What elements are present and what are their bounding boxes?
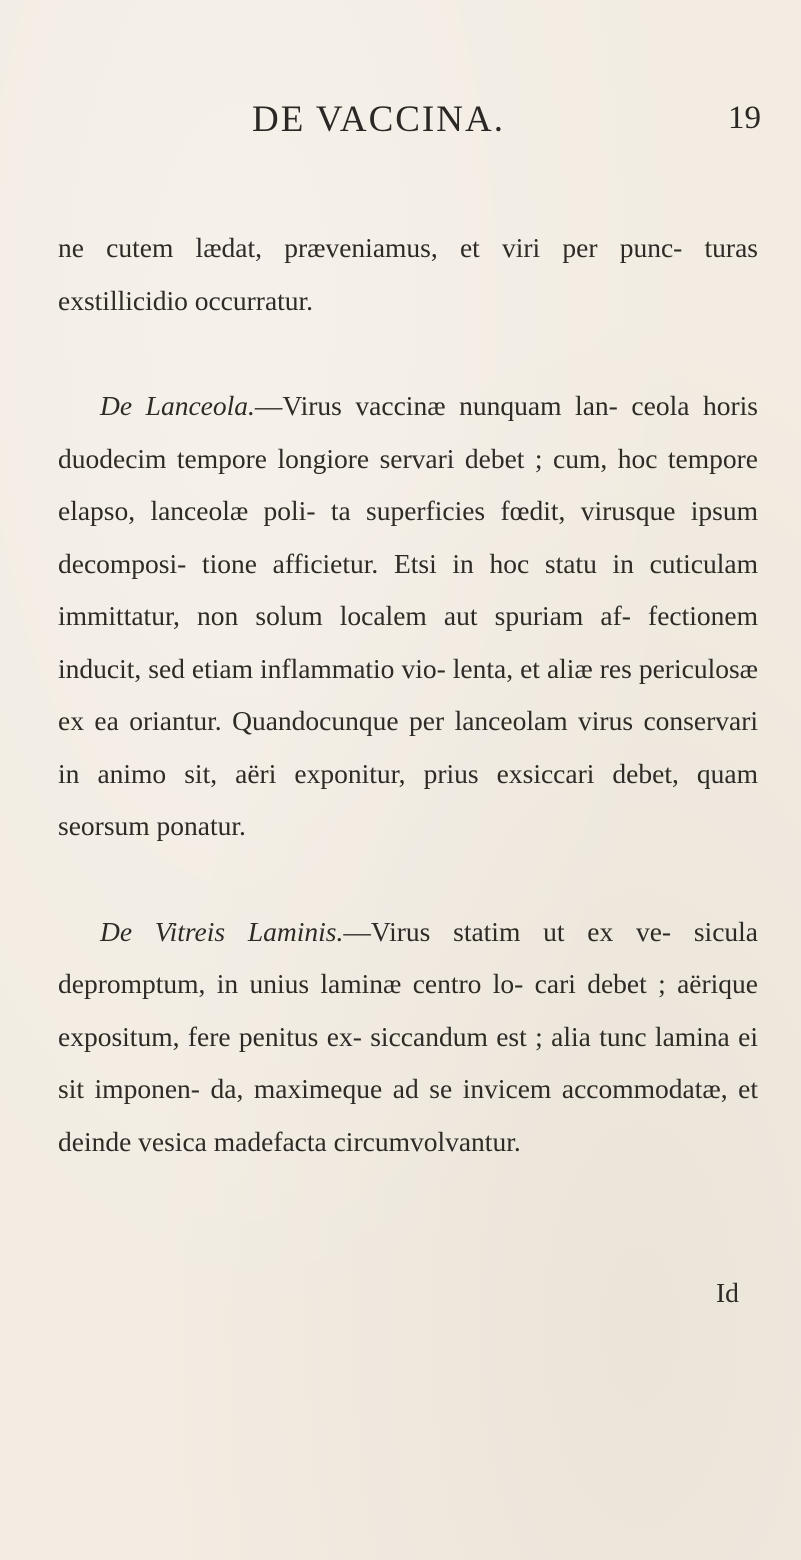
page-header (0, 98, 801, 158)
paragraph-de-lanceola (58, 380, 758, 853)
section-heading-de-vitreis-laminis: De Vitreis Laminis. (100, 915, 344, 947)
running-title: DE VACCINA. (252, 99, 505, 140)
paragraph-continuation (58, 222, 758, 327)
page-number: 19 (728, 100, 761, 136)
paragraph-text: —Virus statim ut ex ve- sicula depromptum, in unius laminæ centro lo- cari debet ; aërique expositum, fere penitus ex- siccandum est ; alia tunc lamina ei sit imponen- da, maximeque ad se invicem accommodatæ, et deinde vesica madefacta circumvolvantur. (58, 915, 758, 1157)
paragraph-de-vitreis-laminis (58, 906, 758, 1169)
catchword: Id (716, 1277, 739, 1308)
body-text (58, 222, 758, 1168)
section-heading-de-lanceola: De Lanceola. (100, 390, 255, 421)
paragraph-text: ne cutem lædat, præveniamus, et viri per punc- turas exstillicidio occurratur. (58, 232, 758, 316)
paragraph-text: —Virus vaccinæ nunquam lan- ceola horis duodecim tempore longiore servari debet ; cum, hoc tempore elapso, lanceolæ poli- ta superficies fœdit, virusque ipsum decomposi- tione afficietur. Etsi in hoc statu in cuticulam immittatur, non solum localem aut spuriam af- fectionem inducit, sed etiam inflammatio vio- lenta, et aliæ res periculosæ ex ea oriantur. Quandocunque per lanceolam virus conservari in animo sit, aëri exponitur, prius exsiccari debet, quam seorsum ponatur. (58, 390, 758, 841)
